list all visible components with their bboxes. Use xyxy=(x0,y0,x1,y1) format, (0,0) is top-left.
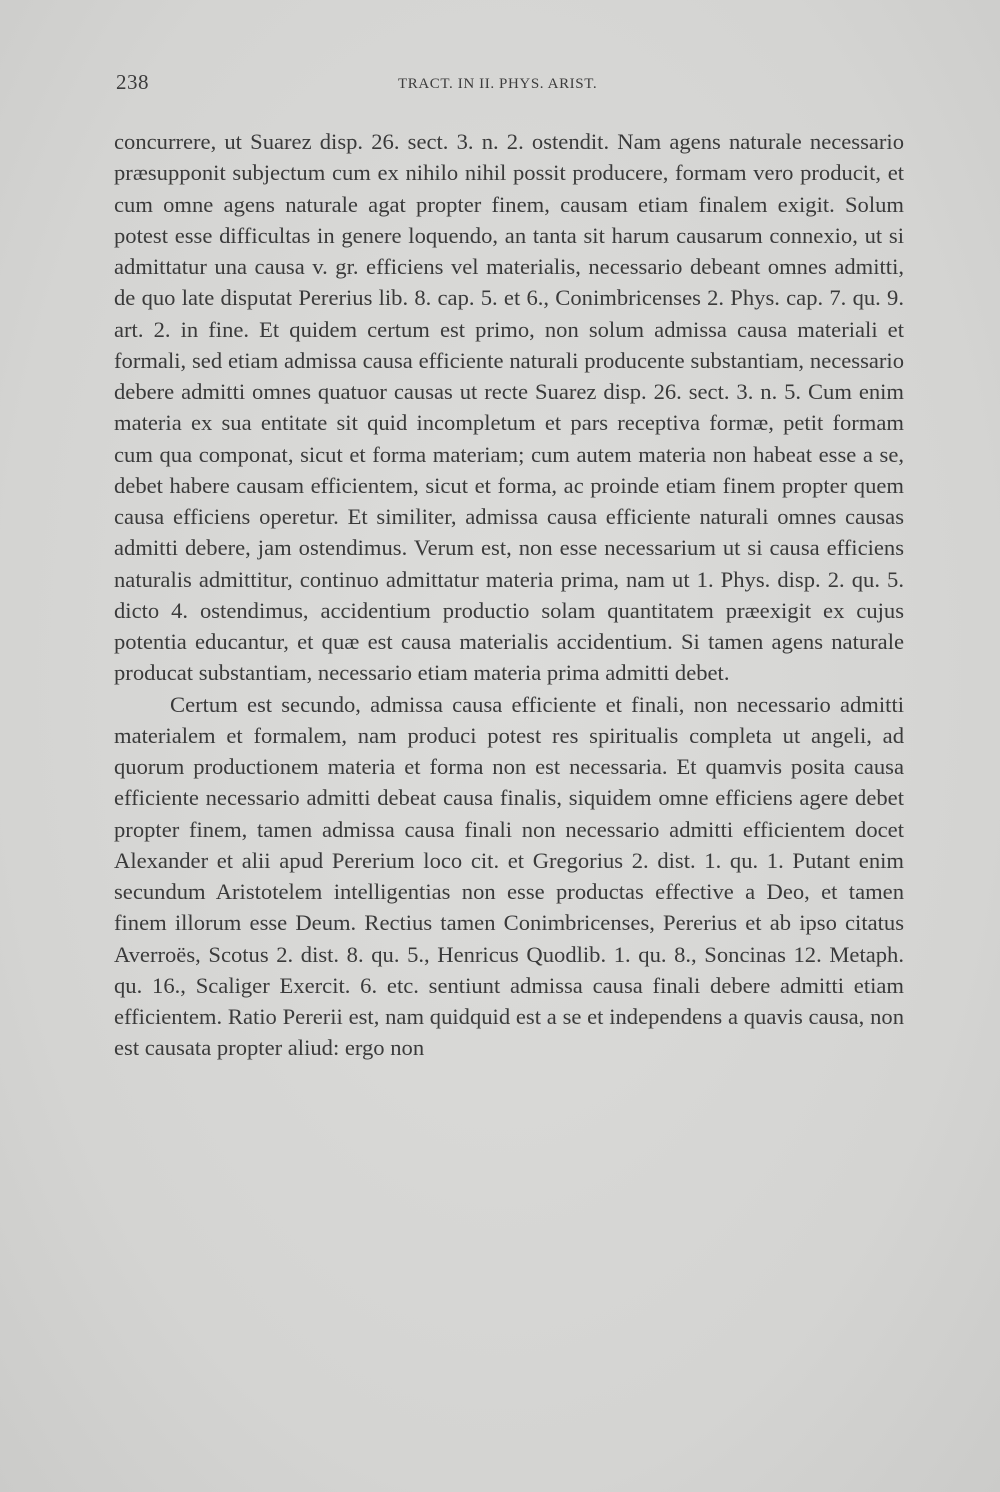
page-header xyxy=(116,70,904,100)
body-text xyxy=(114,126,904,1064)
page-number: 238 xyxy=(116,70,149,94)
paragraph-2: Certum est secundo, admissa causa efficiente et finali, non necessario admitti materialem et formalem, nam produci potest res spiritualis completa ut angeli, ad quorum productionem materia et forma non est necessaria. Et quamvis posita causa efficiente necessario admitti debeat causa finalis, siquidem omne efficiens agere debet propter finem, tamen admissa causa finali non necessario admitti efficientem docet Alexander et alii apud Pererium loco cit. et Gregorius 2. dist. 1. qu. 1. Putant enim secundum Aristotelem intelligentias non esse productas effective a Deo, et tamen finem illorum esse Deum. Rectius tamen Conimbricenses, Pererius et ab ipso citatus Averroës, Scotus 2. dist. 8. qu. 5., Henricus Quodlib. 1. qu. 8., Soncinas 12. Metaph. qu. 16., Scaliger Exercit. 6. etc. sentiunt admissa causa finali debere admitti etiam efficientem. Ratio Pererii est, nam quidquid est a se et independens a quavis causa, non est causata propter aliud: ergo non xyxy=(114,691,904,1061)
running-head: TRACT. IN II. PHYS. ARIST. xyxy=(398,76,598,92)
paragraph-1: concurrere, ut Suarez disp. 26. sect. 3. n. 2. ostendit. Nam agens naturale necessario præsupponit subjectum cum ex nihilo nihil possit producere, formam vero producit, et cum omne agens naturale agat propter finem, causam etiam finalem exigit. Solum potest esse difficultas in genere loquendo, an tanta sit harum causarum connexio, ut si admittatur una causa v. gr. efficiens vel materialis, necessario debeant omnes admitti, de quo late disputat Pererius lib. 8. cap. 5. et 6., Conimbricenses 2. Phys. cap. 7. qu. 9. art. 2. in fine. Et quidem certum est primo, non solum admissa causa materiali et formali, sed etiam admissa causa efficiente naturali producente substantiam, necessario debere admitti omnes quatuor causas ut recte Suarez disp. 26. sect. 3. n. 5. Cum enim materia ex sua entitate sit quid incompletum et pars receptiva formæ, petit formam cum qua componat, sicut et forma materiam; cum autem materia non habeat esse a se, debet habere causam efficientem, sicut et forma, ac proinde etiam finem propter quem causa efficiens operetur. Et similiter, admissa causa efficiente naturali omnes causas admitti debere, jam ostendimus. Verum est, non esse necessarium ut si causa efficiens naturalis admittitur, continuo admittatur materia prima, nam ut 1. Phys. disp. 2. qu. 5. dicto 4. ostendimus, accidentium productio solam quantitatem præexigit ex cujus potentia educantur, et quæ est causa materialis accidentium. Si tamen agens naturale producat substantiam, necessario etiam materia prima admitti debet. xyxy=(114,129,904,686)
